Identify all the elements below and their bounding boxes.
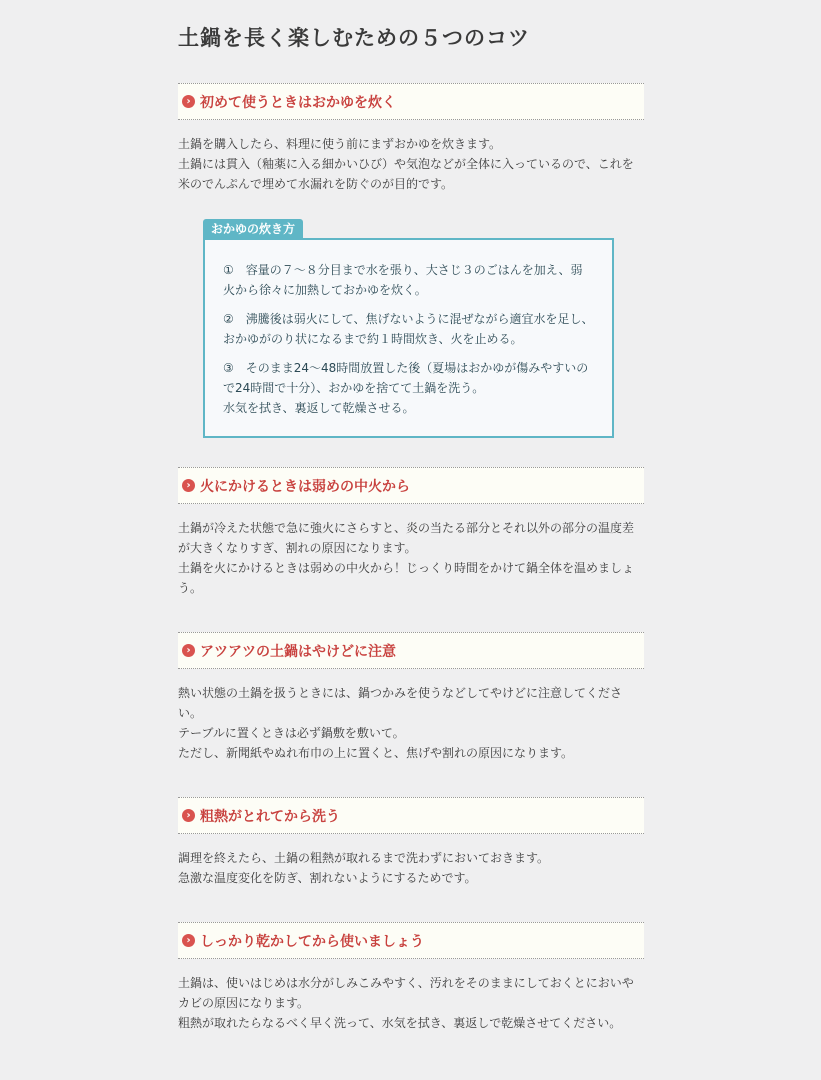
paragraph: 土鍋を購入したら、料理に使う前にまずおかゆを炊きます。 (178, 137, 502, 151)
heading-text: 粗熱がとれてから洗う (200, 808, 340, 825)
paragraph: 土鍋には貫入（釉薬に入る細かいひび）や気泡などが全体に入っているので、これを米のでんぷんで埋めて水漏れを防ぐのが目的です。 (178, 157, 634, 191)
step: 水気を拭き、裏返して乾燥させる。 (223, 401, 415, 415)
paragraph: 土鍋を火にかけるときは弱めの中火から！じっくり時間をかけて鍋全体を温めましょう。 (178, 561, 635, 595)
section-body (178, 973, 644, 1033)
chevron-circle-right-icon: › (182, 479, 195, 492)
chevron-circle-right-icon: › (182, 644, 195, 657)
paragraph: ただし、新聞紙やぬれ布巾の上に置くと、焦げや割れの原因になります。 (178, 746, 574, 760)
heading-text: 火にかけるときは弱めの中火から (200, 478, 410, 495)
page-title: 土鍋を長く楽しむための５つのコツ (178, 26, 530, 50)
heading-text: アツアツの土鍋はやけどに注意 (200, 643, 396, 660)
section-body (178, 134, 644, 194)
paragraph: 調理を終えたら、土鍋の粗熱が取れるまで洗わずにおいておきます。 (178, 851, 550, 865)
section-heading (178, 83, 644, 120)
paragraph: 土鍋は、使いはじめは水分がしみこみやすく、汚れをそのままにしておくとにおいやカビの原因になります。 (178, 976, 634, 1010)
heading-text: 初めて使うときはおかゆを炊く (200, 94, 396, 111)
paragraph: 熱い状態の土鍋を扱うときには、鍋つかみを使うなどしてやけどに注意してください。 (178, 686, 623, 720)
instruction-box (203, 238, 614, 438)
box-label: おかゆの炊き方 (203, 219, 303, 238)
chevron-circle-right-icon: › (182, 95, 195, 108)
section-body (178, 518, 644, 598)
paragraph: 粗熱が取れたらなるべく早く洗って、水気を拭き、裏返しで乾燥させてください。 (178, 1016, 622, 1030)
step: ③ そのまま24～48時間放置した後（夏場はおかゆが傷みやすいので24時間で十分）、おかゆを捨てて土鍋を洗う。 (223, 361, 589, 395)
chevron-circle-right-icon: › (182, 809, 195, 822)
section-heading (178, 797, 644, 834)
section-heading (178, 467, 644, 504)
section-heading (178, 922, 644, 959)
paragraph: 土鍋が冷えた状態で急に強火にさらすと、炎の当たる部分とそれ以外の部分の温度差が大きくなりすぎ、割れの原因になります。 (178, 521, 635, 555)
step: ② 沸騰後は弱火にして、焦げないように混ぜながら適宜水を足し、おかゆがのり状になるまで約１時間炊き、火を止める。 (223, 312, 594, 346)
heading-text: しっかり乾かしてから使いましょう (200, 933, 424, 950)
section-body (178, 848, 644, 888)
step: ① 容量の７～８分目まで水を張り、大さじ３のごはんを加え、弱火から徐々に加熱しておかゆを炊く。 (223, 263, 583, 297)
paragraph: テーブルに置くときは必ず鍋敷を敷いて。 (178, 726, 405, 740)
paragraph: 急激な温度変化を防ぎ、割れないようにするためです。 (178, 871, 477, 885)
section-body (178, 683, 644, 763)
section-heading (178, 632, 644, 669)
chevron-circle-right-icon: › (182, 934, 195, 947)
